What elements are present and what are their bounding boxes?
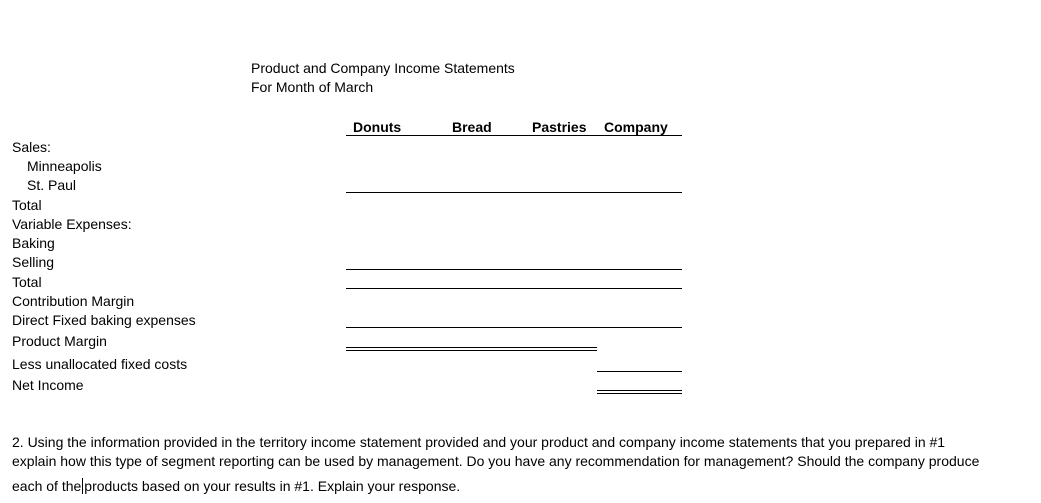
row-label-variable-expenses: Variable Expenses:	[12, 216, 132, 232]
row-label-st-paul: St. Paul	[27, 177, 77, 193]
double-rule-net-income-bottom	[597, 393, 682, 394]
total-rule-unallocated	[597, 371, 682, 372]
double-rule-product-margin-bottom	[346, 350, 597, 351]
row-label-direct-fixed: Direct Fixed baking expenses	[12, 312, 196, 328]
column-header-company: Company	[604, 119, 668, 135]
row-label-contribution-margin: Contribution Margin	[12, 293, 135, 309]
column-header-pastries: Pastries	[532, 119, 587, 135]
header-underline	[346, 135, 682, 136]
column-header-bread: Bread	[452, 119, 492, 135]
question-line-3-start: each of the	[12, 478, 82, 494]
total-rule-variable-total	[346, 288, 682, 289]
question-line-3[interactable]	[12, 478, 460, 494]
double-rule-product-margin-top	[346, 347, 597, 348]
row-label-product-margin: Product Margin	[12, 333, 107, 349]
total-rule-direct-fixed	[346, 327, 682, 328]
row-label-net-income: Net Income	[12, 377, 84, 393]
total-rule-sales	[346, 192, 682, 193]
question-line-1: 2. Using the information provided in the territory income statement provided and your product and company income statements that you prepared in #1	[12, 434, 946, 450]
row-label-total-variable: Total	[12, 274, 42, 290]
question-line-3-end: products based on your results in #1. Explain your response.	[84, 478, 461, 494]
row-label-selling: Selling	[12, 254, 55, 270]
question-line-2: explain how this type of segment reporting can be used by management. Do you have any recommendation for management? Should the company produce	[12, 453, 980, 469]
row-label-total-sales: Total	[12, 197, 42, 213]
total-rule-selling	[346, 269, 682, 270]
statement-title: Product and Company Income Statements	[251, 60, 515, 76]
row-label-sales: Sales:	[12, 139, 51, 155]
row-label-minneapolis: Minneapolis	[27, 158, 102, 174]
statement-period: For Month of March	[251, 79, 374, 95]
row-label-baking: Baking	[12, 235, 55, 251]
double-rule-net-income-top	[597, 390, 682, 391]
row-label-unallocated-fixed: Less unallocated fixed costs	[12, 356, 188, 372]
column-header-donuts: Donuts	[353, 119, 402, 135]
